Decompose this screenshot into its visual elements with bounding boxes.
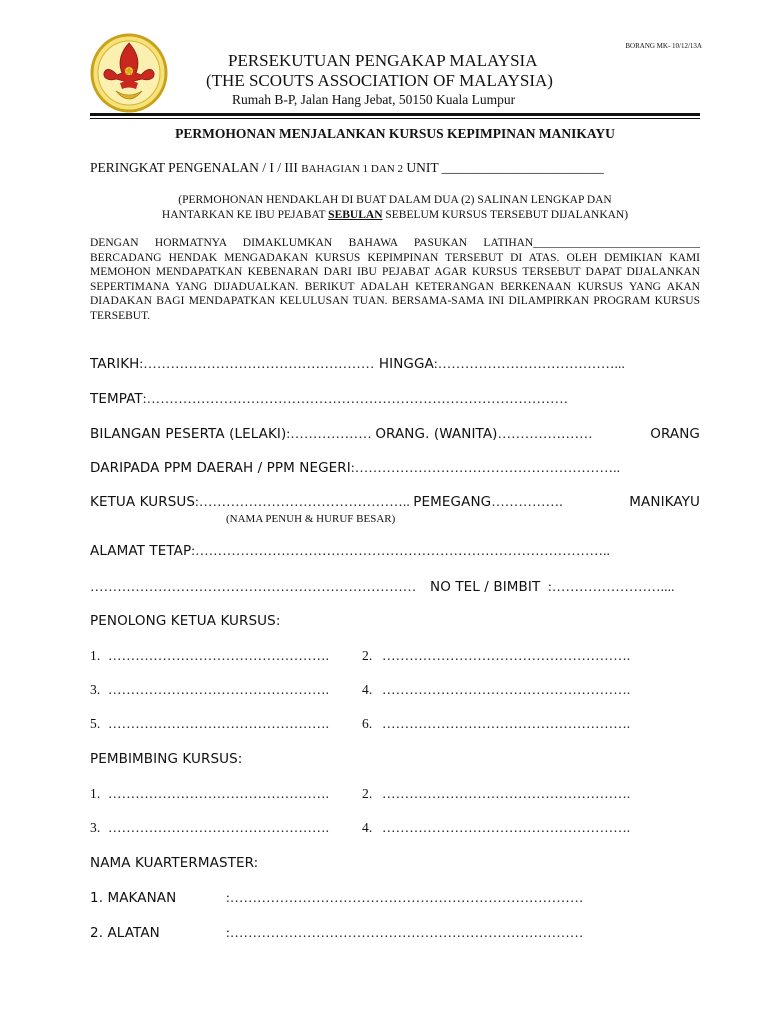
level-line xyxy=(90,160,604,176)
header-thick-rule xyxy=(90,113,700,116)
level-label: PERINGKAT PENGENALAN / I / III xyxy=(90,160,302,175)
makanan-label: 1. MAKANAN xyxy=(90,890,177,906)
tarikh-field[interactable]: :…………………………………………… xyxy=(139,356,375,371)
penolong-heading: PENOLONG KETUA KURSUS: xyxy=(90,613,281,629)
manikayu-label: MANIKAYU xyxy=(629,494,700,510)
note-line-1: (PERMOHONAN HENDAKLAH DI BUAT DALAM DUA (2) SALINAN LENGKAP DAN xyxy=(178,194,612,206)
pembimbing-heading: PEMBIMBING KURSUS: xyxy=(90,751,243,767)
tempat-field[interactable]: :………………………………………………………………………………… xyxy=(142,391,569,406)
nama-penuh-hint: (NAMA PENUH & HURUF BESAR) xyxy=(226,513,396,525)
ketua-label: KETUA KURSUS xyxy=(90,494,196,510)
daripada-label: DARIPADA PPM DAERAH / PPM NEGERI xyxy=(90,460,351,476)
penolong-name-field[interactable]: ………………………………………………. xyxy=(382,716,631,731)
alamat-line-2-field[interactable]: ……………………………………………………………… xyxy=(90,579,417,594)
org-address: Rumah B-P, Jalan Hang Jebat, 50150 Kuala Lumpur xyxy=(232,92,516,107)
pembimbing-name-field[interactable]: …………………………………………. xyxy=(108,786,330,801)
pembimbing-number: 1. xyxy=(90,786,101,801)
hingga-field[interactable]: :…………………………………... xyxy=(433,356,625,371)
penolong-number: 2. xyxy=(362,648,373,663)
wanita-label: ORANG. (WANITA) xyxy=(375,426,498,442)
scouts-emblem-logo xyxy=(90,33,168,113)
note-line-2: HANTARKAN KE IBU PEJABAT SEBULAN SEBELUM KURSUS TERSEBUT DIJALANKAN) xyxy=(161,209,629,221)
penolong-name-field[interactable]: ………………………………………………. xyxy=(382,648,631,663)
wanita-count-field[interactable]: ………………… xyxy=(497,426,593,441)
alatan-field[interactable]: :…………………………………………………………………… xyxy=(226,925,584,940)
penolong-name-field[interactable]: …………………………………………. xyxy=(108,648,330,663)
makanan-row xyxy=(90,890,700,906)
kuartermaster-heading: NAMA KUARTERMASTER: xyxy=(90,855,259,871)
submission-note xyxy=(90,193,700,223)
makanan-field[interactable]: :…………………………………………………………………… xyxy=(226,890,584,905)
notel-field[interactable]: :…………………….... xyxy=(548,579,675,594)
pemegang-field[interactable]: ……………. xyxy=(491,494,563,509)
intro-paragraph: DENGAN HORMATNYA DIMAKLUMKAN BAHAWA PASUKAN LATIHAN_____________________________ BERCADANG HENDAK MENGADAKAN KURSUS KEPIMPINAN TERSEBUT DI ATAS. OLEH DEMIKIAN KAMI MEMOHON MENDAPATKAN KEBENARAN DARI IBU PEJABAT AGAR KURSUS TERSEBUT DAPAT DIJALANKAN SEPERTIMANA YANG DIJADUALKAN. BERIKUT ADALAH KETERANGAN BERKENAAN KURSUS YANG AKAN DIADAKAN BAGI MENDAPATKAN KELULUSAN TUAN. BERSAMA-SAMA INI DILAMPIRKAN PROGRAM KURSUS TERSEBUT. xyxy=(90,237,700,322)
note-emphasis: SEBULAN xyxy=(328,209,383,221)
pemegang-label: PEMEGANG xyxy=(413,494,492,510)
form-title: PERMOHONAN MENJALANKAN KURSUS KEPIMPINAN MANIKAYU xyxy=(175,126,615,141)
pembimbing-name-field[interactable]: ………………………………………………. xyxy=(382,820,631,835)
ketua-row xyxy=(90,494,700,510)
pembimbing-number: 2. xyxy=(362,786,373,801)
daripada-row xyxy=(90,460,700,476)
daripada-field[interactable]: :………………………………………………….. xyxy=(350,460,621,475)
hingga-label: HINGGA xyxy=(374,356,434,372)
org-name-english: (THE SCOUTS ASSOCIATION OF MALAYSIA) xyxy=(206,71,553,90)
pembimbing-name-field[interactable]: …………………………………………. xyxy=(108,820,330,835)
orang-label: ORANG xyxy=(650,426,700,442)
bahagian-label: BAHAGIAN 1 DAN 2 xyxy=(301,163,403,175)
notel-label: NO TEL / BIMBIT xyxy=(430,579,541,595)
tempat-row xyxy=(90,391,700,407)
penolong-number: 1. xyxy=(90,648,101,663)
penolong-number: 6. xyxy=(362,716,373,731)
alamat-label: ALAMAT TETAP xyxy=(90,543,192,559)
header-thin-rule xyxy=(90,118,700,119)
alamat-field[interactable]: :……………………………………………………………………………….. xyxy=(191,543,611,558)
pembimbing-number: 4. xyxy=(362,820,373,835)
unit-field[interactable]: UNIT ________________________ xyxy=(402,160,604,175)
alamat-notel-row xyxy=(90,579,700,595)
penolong-number: 4. xyxy=(362,682,373,697)
ketua-field[interactable]: :……………………………………….. xyxy=(195,494,414,509)
pembimbing-name-field[interactable]: ………………………………………………. xyxy=(382,786,631,801)
alatan-row xyxy=(90,925,700,941)
bilangan-label: BILANGAN PESERTA (LELAKI) xyxy=(90,426,287,442)
bilangan-row xyxy=(90,426,700,442)
penolong-name-field[interactable]: …………………………………………. xyxy=(108,682,330,697)
pembimbing-number: 3. xyxy=(90,820,101,835)
penolong-number: 3. xyxy=(90,682,101,697)
tempat-label: TEMPAT xyxy=(90,391,143,407)
lelaki-count-field[interactable]: :……………… xyxy=(286,426,376,441)
penolong-number: 5. xyxy=(90,716,101,731)
penolong-name-field[interactable]: ………………………………………………. xyxy=(382,682,631,697)
tarikh-label: TARIKH xyxy=(90,356,140,372)
form-code: BORANG MK- 10/12/13A xyxy=(625,42,702,50)
alatan-label: 2. ALATAN xyxy=(90,925,160,941)
penolong-name-field[interactable]: …………………………………………. xyxy=(108,716,330,731)
org-name-malay: PERSEKUTUAN PENGAKAP MALAYSIA xyxy=(228,51,538,70)
tarikh-row xyxy=(90,356,700,372)
alamat-row xyxy=(90,543,700,559)
